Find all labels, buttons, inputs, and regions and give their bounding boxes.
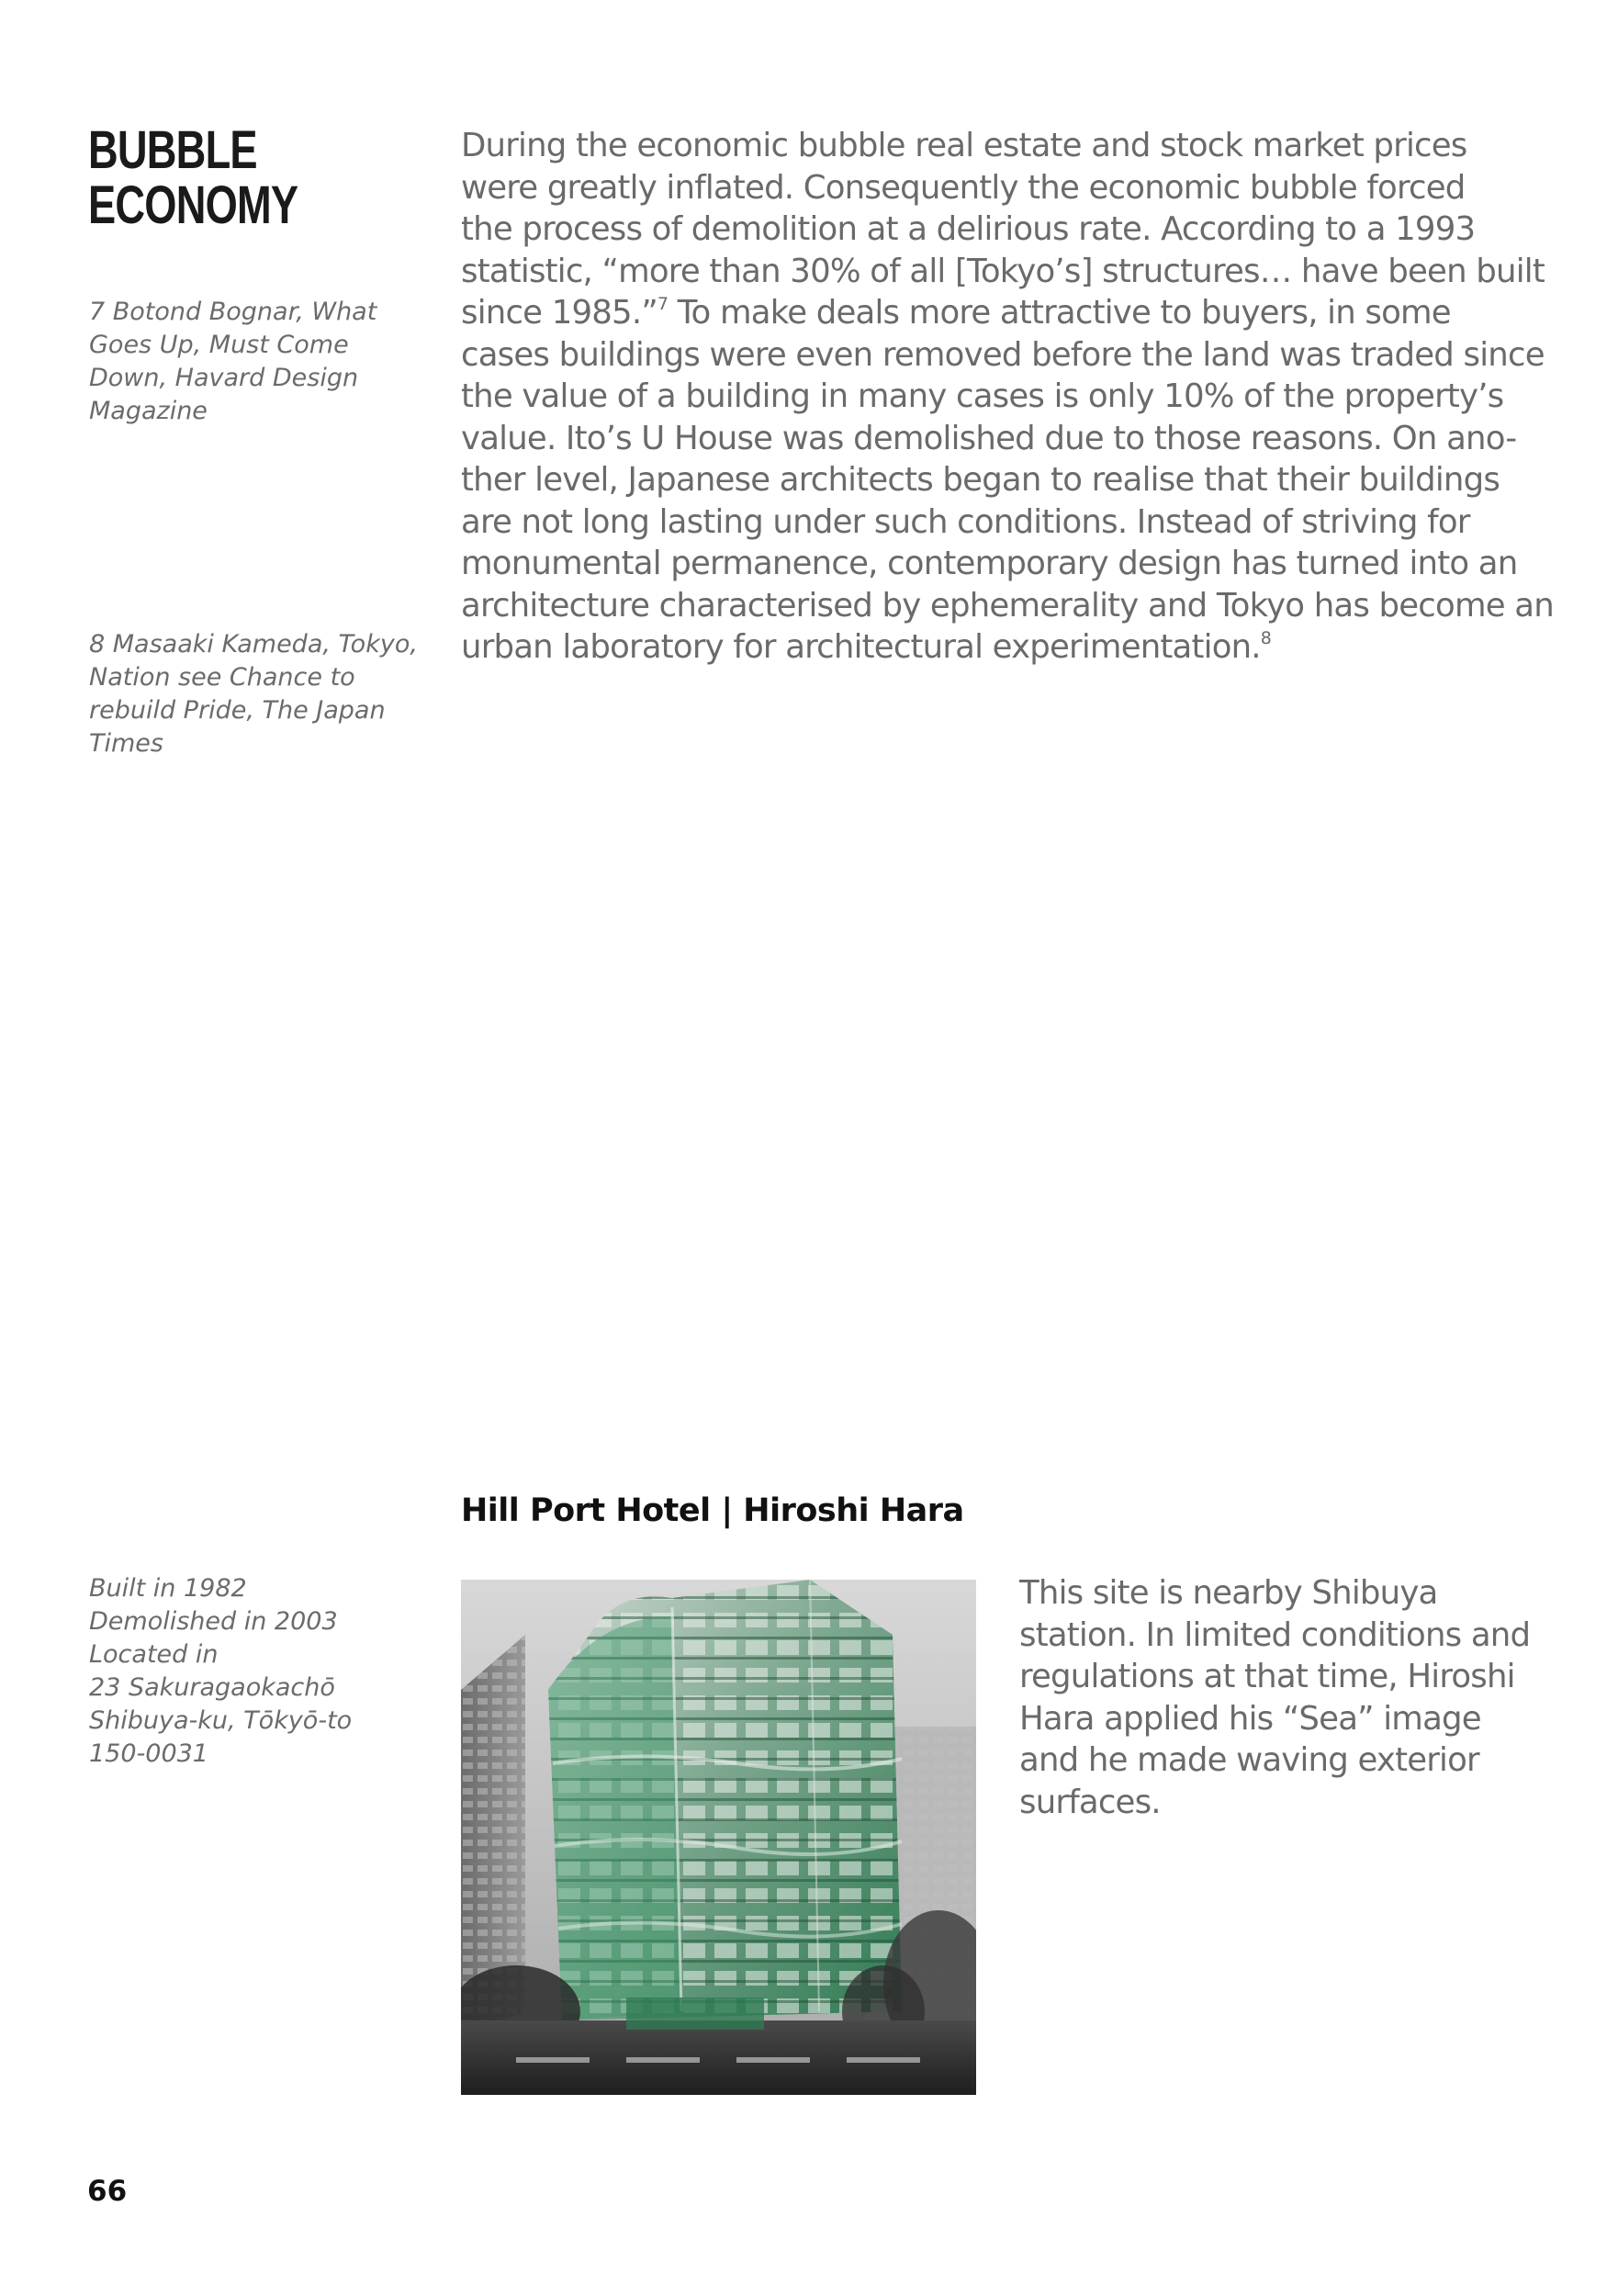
footnote-line: Down, Havard Design — [89, 364, 359, 392]
body-line — [461, 626, 1554, 669]
body-line: statistic, “more than 30% of all [Tokyo’s] structures… have been built — [461, 252, 1545, 290]
building-info-line: 23 Sakuragaokachō — [89, 1673, 335, 1702]
description-line: and he made waving exterior — [1019, 1741, 1479, 1779]
building-photo — [461, 1580, 976, 2095]
body-line: the process of demolition at a delirious rate. According to a 1993 — [461, 210, 1476, 248]
building-info-line: Shibuya-ku, Tōkyō-to — [89, 1706, 353, 1735]
body-line: were greatly inflated. Consequently the economic bubble forced — [461, 168, 1466, 207]
description-line: station. In limited conditions and — [1019, 1615, 1531, 1654]
page-number: 66 — [87, 2175, 128, 2208]
footnote-line: Magazine — [89, 397, 208, 425]
building-info-line: 150-0031 — [89, 1739, 208, 1768]
building-info-line: Built in 1982 — [89, 1574, 247, 1603]
body-line: architecture characterised by ephemerality and Tokyo has become an — [461, 586, 1554, 625]
section-heading — [88, 120, 331, 235]
caption-title: Hill Port Hotel | Hiroshi Hara — [461, 1492, 964, 1529]
body-line-text: urban laboratory for architectural experimentation. — [461, 628, 1261, 666]
body-line: During the economic bubble real estate and stock market prices — [461, 127, 1467, 164]
footnote-7 — [89, 296, 420, 428]
body-line-text: To make deals more attractive to buyers, in some — [668, 294, 1451, 332]
footnote-ref-8[interactable]: 8 — [1260, 628, 1272, 648]
body-line: ther level, Japanese architects began to realise that their buildings — [461, 461, 1500, 499]
footnote-line: 8 Masaaki Kameda, Tokyo, — [89, 630, 418, 658]
heading-line-2: ECONOMY — [88, 175, 298, 235]
photo-description — [1019, 1572, 1570, 1823]
footnote-line: Times — [89, 729, 163, 758]
body-line: the value of a building in many cases is only 10% of the property’s — [461, 377, 1504, 415]
building-photo-graphic — [461, 1580, 976, 2095]
body-line: cases buildings were even removed before the land was traded since — [461, 335, 1545, 374]
footnote-line: rebuild Pride, The Japan — [89, 696, 386, 725]
body-line — [461, 292, 1554, 334]
footnote-8 — [89, 628, 420, 760]
heading-line-1: BUBBLE — [88, 120, 257, 180]
description-line: This site is nearby Shibuya — [1019, 1574, 1438, 1612]
building-info-line: Demolished in 2003 — [89, 1607, 338, 1636]
body-paragraph — [461, 125, 1554, 669]
footnote-line: Nation see Chance to — [89, 663, 355, 692]
description-line: surfaces. — [1019, 1783, 1161, 1821]
building-info-line: Located in — [89, 1640, 219, 1669]
body-line-text: since 1985.” — [461, 294, 657, 332]
body-line: are not long lasting under such conditions. Instead of striving for — [461, 502, 1470, 541]
footnote-ref-7[interactable]: 7 — [657, 294, 669, 314]
description-line: Hara applied his “Sea” image — [1019, 1699, 1481, 1738]
footnote-line: Goes Up, Must Come — [89, 331, 349, 359]
footnote-line: 7 Botond Bognar, What — [89, 298, 377, 326]
building-info — [89, 1572, 420, 1771]
body-line: value. Ito’s U House was demolished due to those reasons. On ano- — [461, 419, 1517, 457]
description-line: regulations at that time, Hiroshi — [1019, 1658, 1515, 1695]
body-line: monumental permanence, contemporary design has turned into an — [461, 545, 1518, 582]
